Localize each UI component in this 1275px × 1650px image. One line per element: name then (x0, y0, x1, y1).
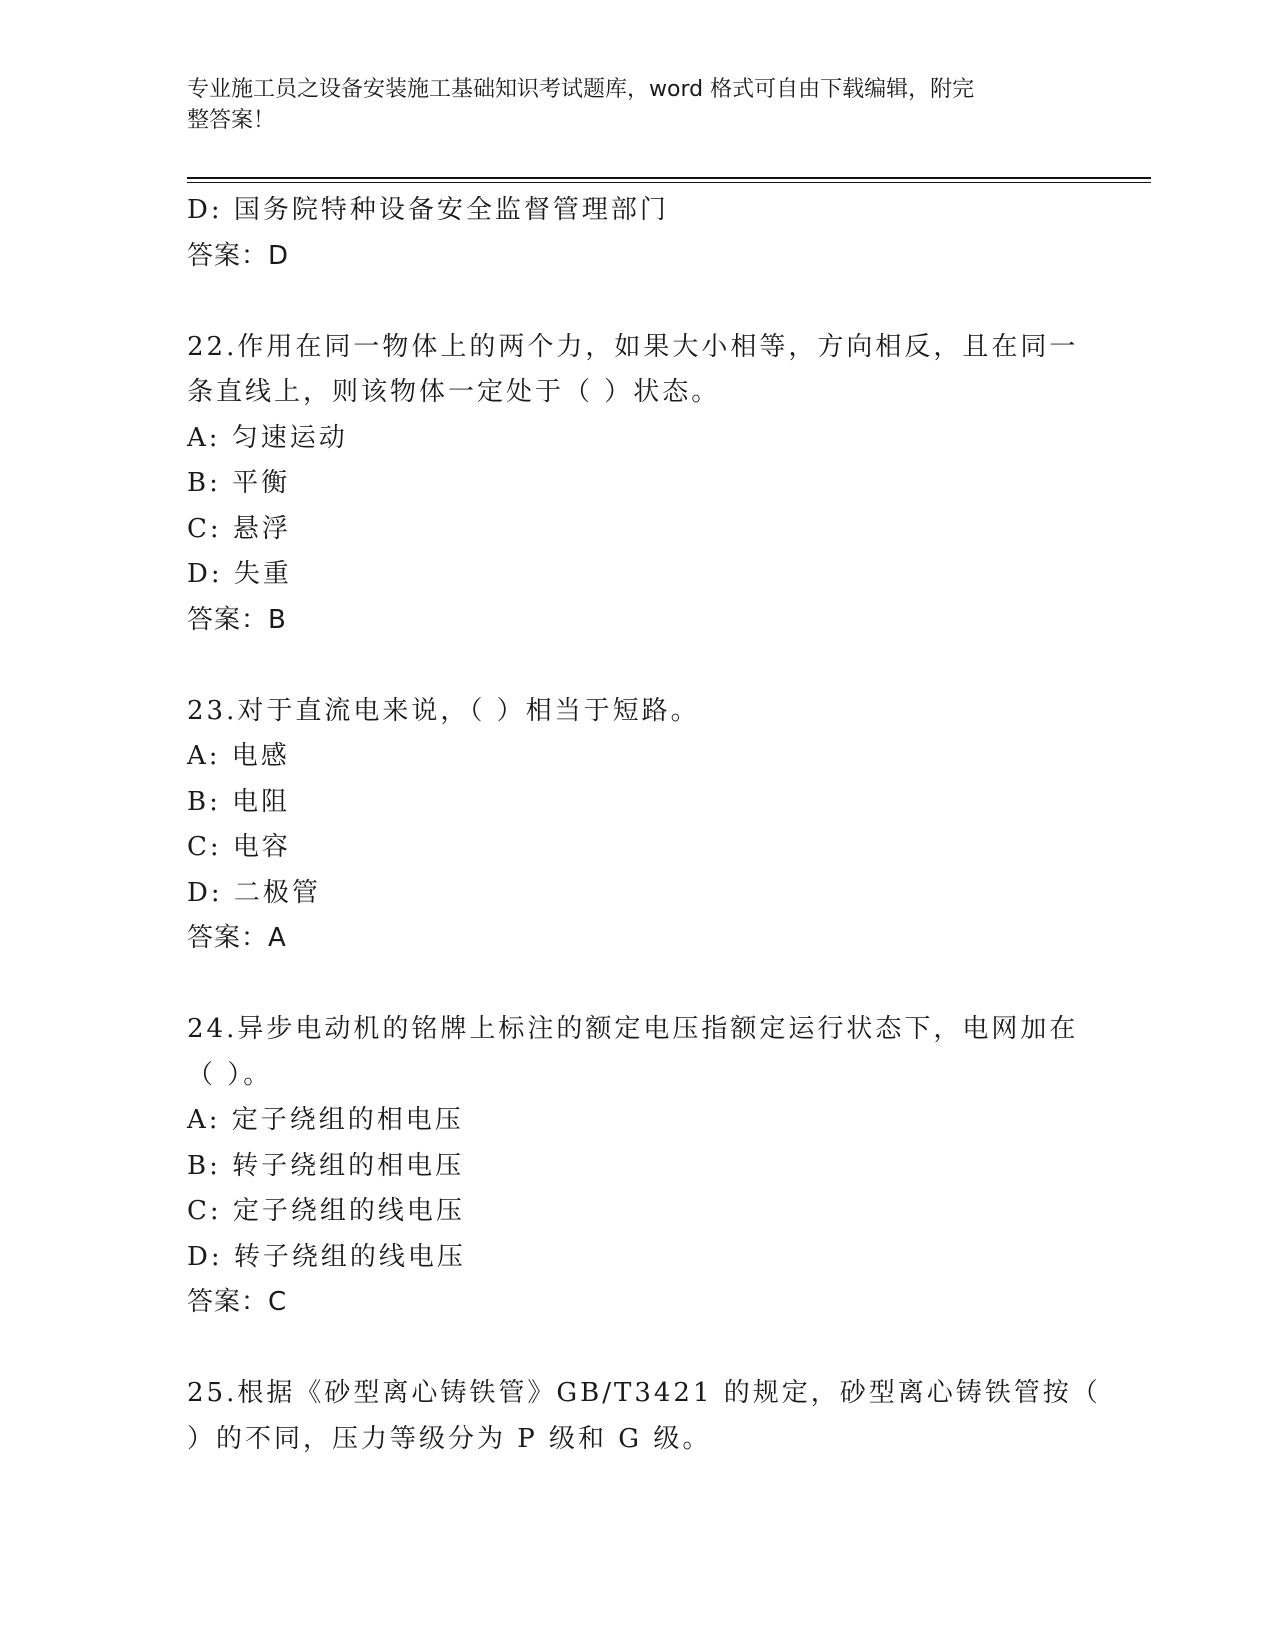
option-b: B: 平衡 (187, 468, 291, 498)
question-text-line: 条直线上，则该物体一定处于（ ）状态。 (187, 377, 721, 407)
header-line-1: 专业施工员之设备安装施工基础知识考试题库，word 格式可自由下载编辑，附完 (187, 77, 975, 102)
option-d: D: 转子绕组的线电压 (187, 1241, 466, 1272)
answer: 答案：C (187, 1287, 288, 1317)
question-text-line: （ ）。 (187, 1059, 273, 1090)
spacer (187, 962, 1087, 1008)
answer: 答案：A (187, 923, 287, 953)
document-body (187, 188, 1101, 1462)
option-c: C: 悬浮 (187, 513, 291, 544)
question-22 (187, 325, 1087, 644)
header-divider-thin (187, 182, 1151, 183)
question-text-line: 23.对于直流电来说，（ ）相当于短路。 (187, 695, 700, 726)
answer: 答案：B (187, 604, 287, 635)
option-c: C: 定子绕组的线电压 (187, 1196, 465, 1226)
header-line-2: 整答案！ (187, 108, 276, 133)
question-21-fragment (187, 188, 1087, 279)
option-b: B: 电阻 (187, 786, 291, 817)
option-d: D: 国务院特种设备安全监督管理部门 (187, 195, 669, 225)
option-d: D: 二极管 (187, 877, 321, 908)
question-23 (187, 689, 1087, 962)
question-text-line: 25.根据《砂型离心铸铁管》GB/T3421 的规定，砂型离心铸铁管按（ (187, 1378, 1101, 1408)
question-text-line: 24.异步电动机的铭牌上标注的额定电压指额定运行状态下，电网加在 (187, 1014, 1079, 1044)
document-header (187, 74, 1067, 136)
option-a: A: 定子绕组的相电压 (187, 1105, 464, 1135)
spacer (187, 1326, 1087, 1372)
option-a: A: 电感 (187, 741, 290, 771)
question-25 (187, 1371, 1101, 1462)
option-c: C: 电容 (187, 832, 291, 862)
option-b: B: 转子绕组的相电压 (187, 1150, 465, 1181)
question-24 (187, 1007, 1087, 1326)
spacer (187, 643, 1087, 689)
spacer (187, 279, 1087, 325)
header-divider-thick (187, 177, 1151, 179)
question-text-line: 22.作用在同一物体上的两个力，如果大小相等，方向相反，且在同一 (187, 331, 1079, 362)
option-d: D: 失重 (187, 559, 292, 589)
option-a: A: 匀速运动 (187, 422, 348, 453)
answer: 答案：D (187, 240, 290, 271)
question-text-line: ）的不同，压力等级分为 P 级和 G 级。 (187, 1423, 712, 1454)
